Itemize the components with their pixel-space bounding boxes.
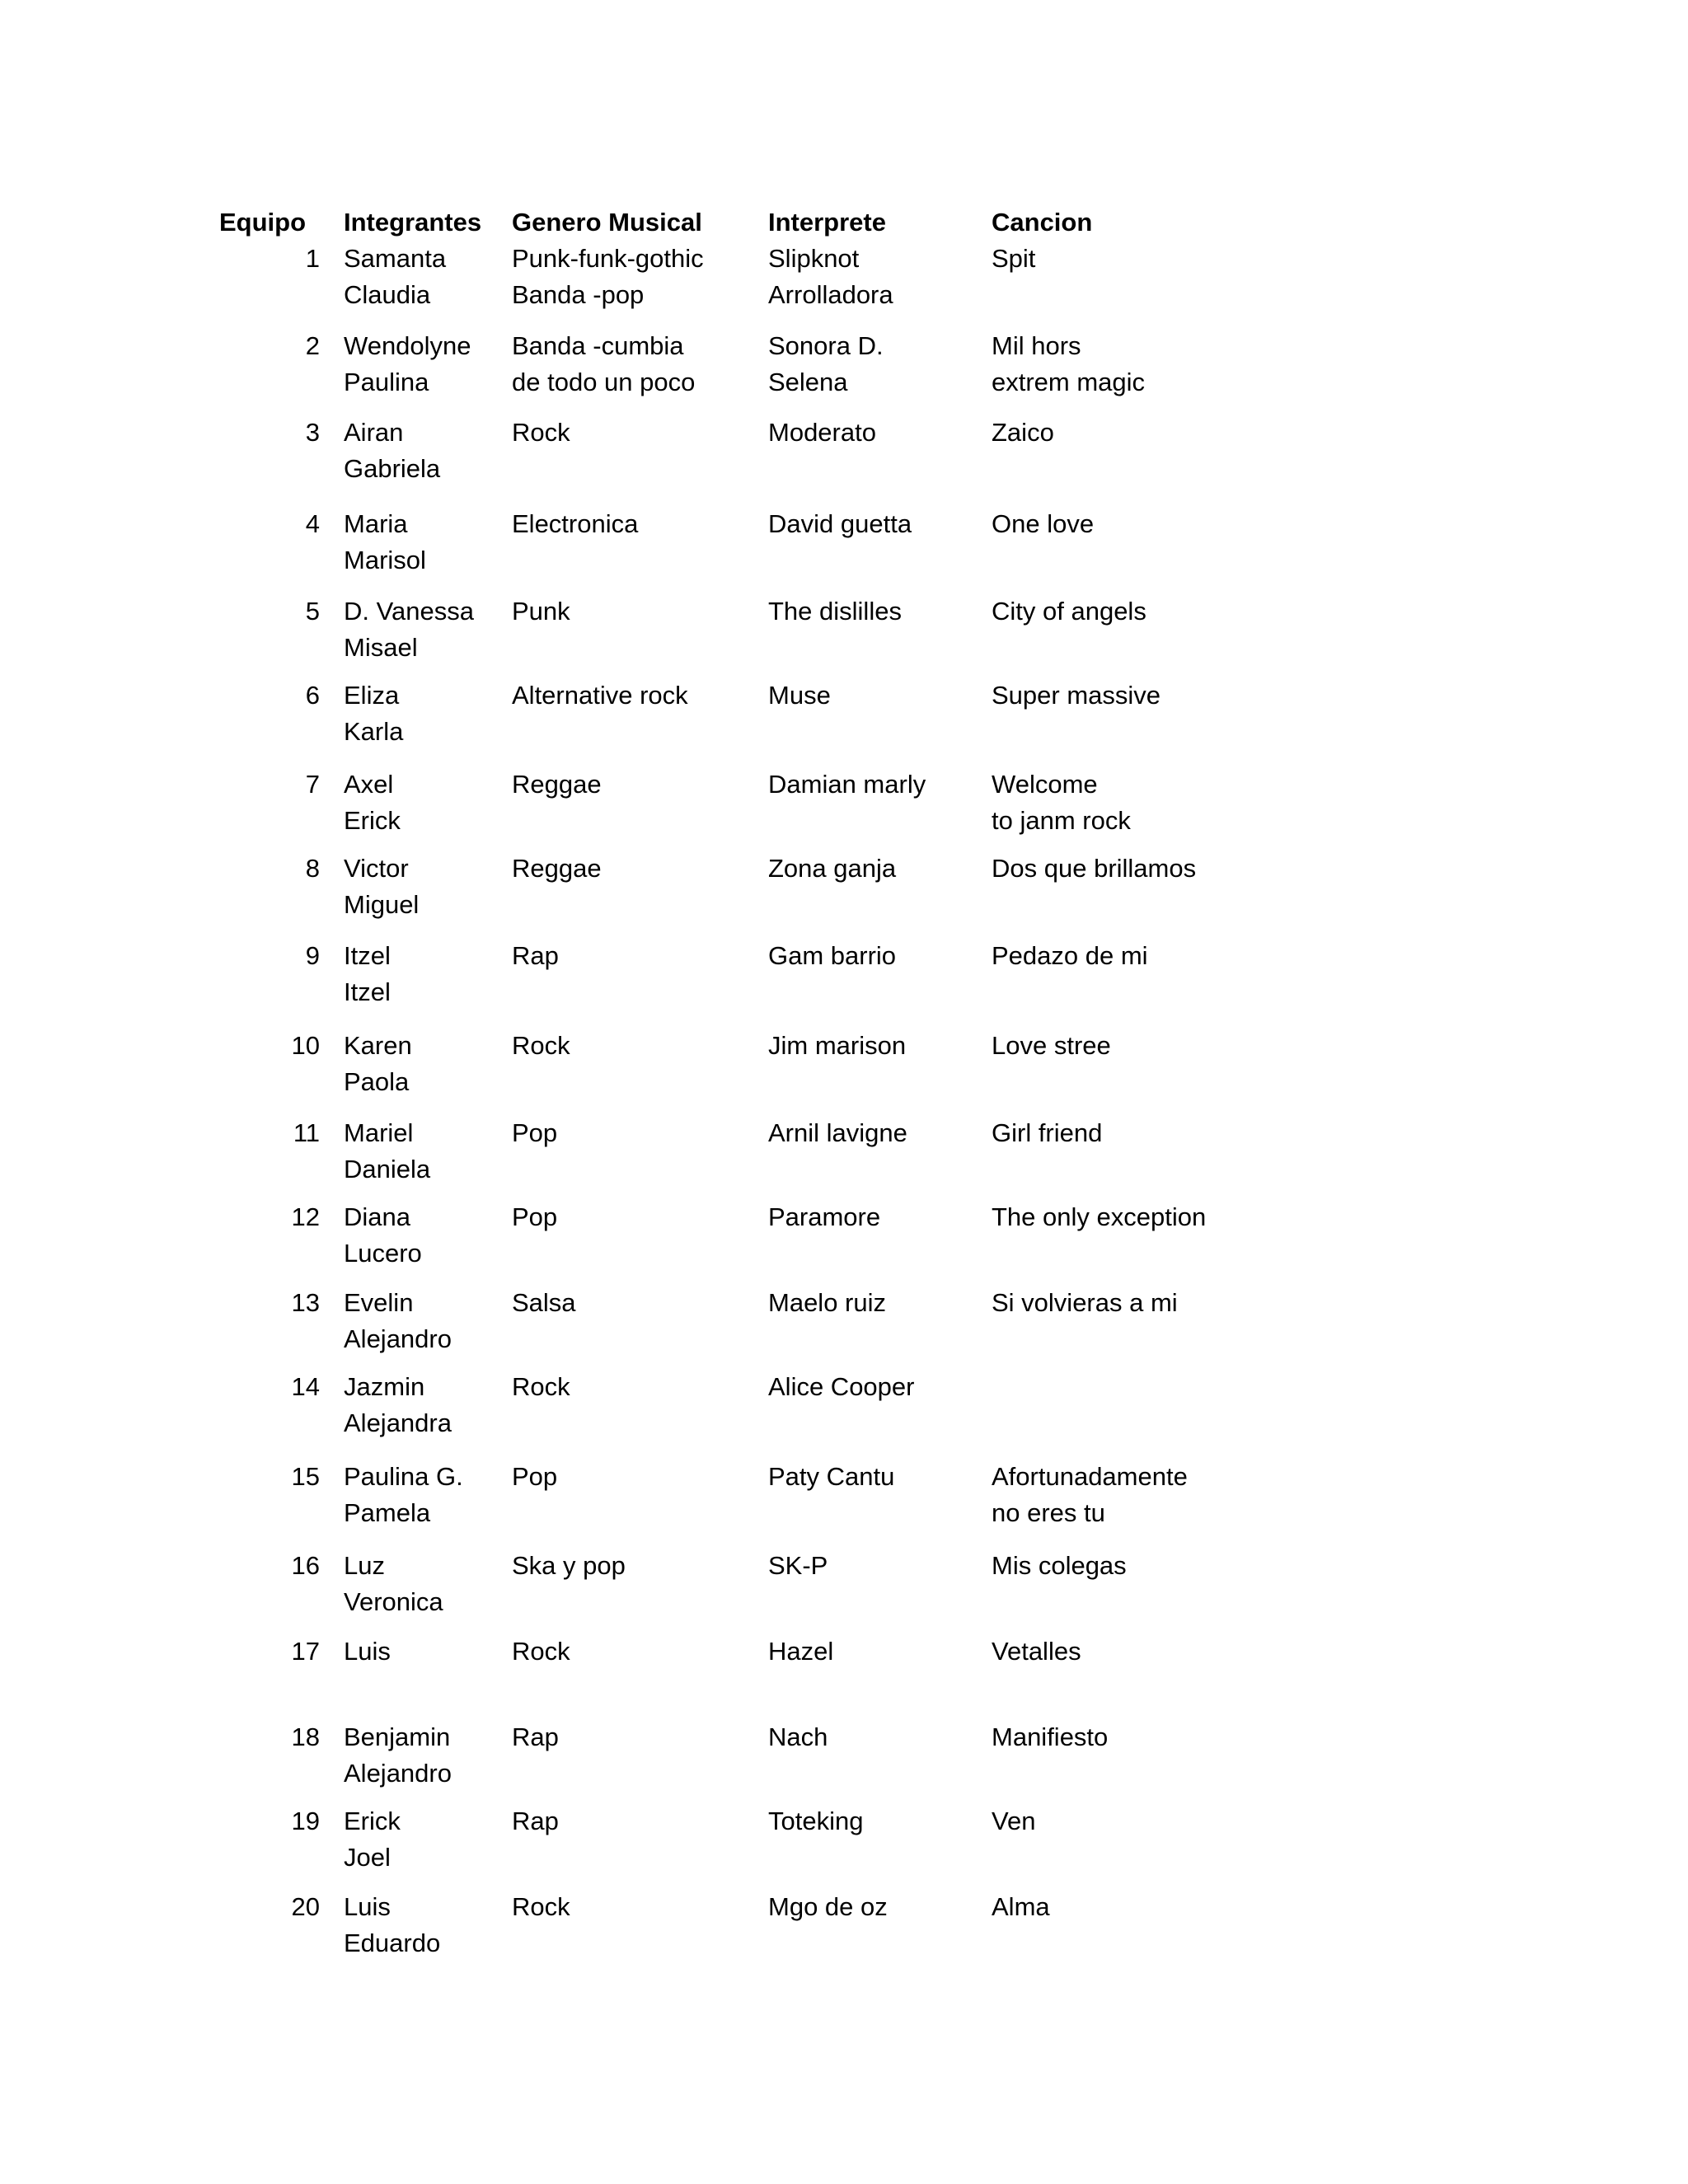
cell-equipo: 1	[305, 244, 320, 273]
cell-cancion-line: Mis colegas	[992, 1551, 1127, 1580]
cell-cancion-line: Pedazo de mi	[992, 941, 1148, 970]
cell-cancion-line: no eres tu	[992, 1498, 1105, 1527]
cell-interprete	[768, 1115, 907, 1151]
cell-integrantes	[344, 593, 474, 666]
cell-cancion	[992, 1028, 1111, 1064]
cell-genero-musical	[512, 1369, 570, 1405]
cell-interprete-line: Damian marly	[768, 770, 926, 799]
cell-cancion	[992, 328, 1145, 401]
cell-integrantes	[344, 1028, 412, 1100]
cell-interprete-line: Gam barrio	[768, 941, 897, 970]
cell-integrantes	[344, 1285, 452, 1357]
cell-integrantes-line: Maria	[344, 509, 408, 538]
cell-genero-musical	[512, 506, 638, 542]
cell-cancion-line: Manifiesto	[992, 1722, 1109, 1751]
cell-genero-musical	[512, 328, 695, 401]
cell-cancion	[992, 766, 1131, 839]
cell-integrantes-line: Miguel	[344, 890, 420, 919]
cell-integrantes-line: Alejandra	[344, 1408, 452, 1437]
cell-integrantes-line: Lucero	[344, 1239, 422, 1268]
cell-equipo: 4	[305, 509, 320, 538]
cell-interprete-line: Nach	[768, 1722, 828, 1751]
cell-genero-musical-line: Rock	[512, 1031, 570, 1060]
cell-genero-musical-line: Alternative rock	[512, 681, 688, 710]
cell-integrantes	[344, 1719, 452, 1792]
cell-integrantes-line: Joel	[344, 1843, 391, 1872]
cell-integrantes-line: Paulina G.	[344, 1462, 463, 1491]
cell-interprete	[768, 938, 896, 974]
cell-interprete-line: Jim marison	[768, 1031, 907, 1060]
cell-cancion	[992, 677, 1160, 714]
cell-equipo: 17	[291, 1637, 320, 1666]
cell-equipo: 14	[291, 1372, 320, 1401]
cell-cancion	[992, 506, 1094, 542]
cell-equipo: 2	[305, 331, 320, 360]
cell-cancion-line: Zaico	[992, 418, 1054, 447]
cell-genero-musical	[512, 1199, 557, 1235]
cell-integrantes-line: Alejandro	[344, 1324, 452, 1353]
cell-integrantes	[344, 1199, 422, 1272]
cell-interprete-line: Paty Cantu	[768, 1462, 895, 1491]
cell-interprete-line: Alice Cooper	[768, 1372, 915, 1401]
cell-equipo: 15	[291, 1462, 320, 1491]
cell-integrantes-line: Wendolyne	[344, 331, 471, 360]
cell-interprete	[768, 1028, 906, 1064]
cell-integrantes	[344, 1115, 430, 1188]
cell-integrantes-line: Pamela	[344, 1498, 431, 1527]
cell-interprete	[768, 593, 902, 630]
cell-cancion	[992, 1719, 1108, 1755]
cell-integrantes	[344, 328, 471, 401]
cell-interprete	[768, 241, 893, 313]
cell-integrantes	[344, 766, 401, 839]
cell-cancion-line: extrem magic	[992, 368, 1146, 396]
cell-cancion-line: Si volvieras a mi	[992, 1288, 1178, 1317]
cell-cancion-line: to janm rock	[992, 806, 1131, 835]
cell-integrantes-line: Erick	[344, 806, 401, 835]
cell-interprete-line: Arrolladora	[768, 280, 893, 309]
cell-cancion	[992, 851, 1196, 887]
cell-integrantes-line: Eliza	[344, 681, 400, 710]
cell-equipo: 6	[305, 681, 320, 710]
cell-genero-musical-line: Pop	[512, 1118, 558, 1147]
cell-genero-musical-line: Rap	[512, 1807, 559, 1835]
cell-integrantes	[344, 1889, 440, 1961]
cell-cancion	[992, 1459, 1188, 1531]
cell-integrantes-line: Luz	[344, 1551, 385, 1580]
cell-interprete	[768, 506, 912, 542]
cell-equipo: 3	[305, 418, 320, 447]
cell-genero-musical-line: Punk-funk-gothic	[512, 244, 704, 273]
cell-genero-musical-line: Reggae	[512, 854, 602, 883]
cell-cancion	[992, 1889, 1050, 1925]
cell-equipo: 13	[291, 1288, 320, 1317]
cell-equipo: 9	[305, 941, 320, 970]
cell-equipo: 16	[291, 1551, 320, 1580]
header-cancion: Cancion	[992, 208, 1093, 237]
cell-interprete-line: Maelo ruiz	[768, 1288, 886, 1317]
cell-genero-musical	[512, 1115, 557, 1151]
cell-integrantes-line: Itzel	[344, 941, 391, 970]
cell-cancion-line: Afortunadamente	[992, 1462, 1188, 1491]
header-integrantes: Integrantes	[344, 208, 482, 237]
cell-integrantes	[344, 1459, 463, 1531]
cell-integrantes-line: Samanta	[344, 244, 447, 273]
cell-equipo: 11	[293, 1118, 320, 1147]
cell-integrantes-line: Diana	[344, 1202, 410, 1231]
cell-integrantes-line: Axel	[344, 770, 394, 799]
cell-interprete	[768, 328, 884, 401]
cell-interprete-line: Arnil lavigne	[768, 1118, 907, 1147]
cell-interprete	[768, 1369, 914, 1405]
cell-integrantes-line: Paulina	[344, 368, 429, 396]
cell-interprete	[768, 1285, 886, 1321]
header-genero-musical: Genero Musical	[512, 208, 702, 237]
cell-integrantes	[344, 415, 440, 487]
cell-genero-musical-line: Pop	[512, 1202, 558, 1231]
cell-equipo: 7	[305, 770, 320, 799]
cell-genero-musical-line: Rock	[512, 1892, 570, 1921]
cell-genero-musical	[512, 1889, 570, 1925]
cell-integrantes-line: Mariel	[344, 1118, 414, 1147]
cell-integrantes-line: Jazmin	[344, 1372, 425, 1401]
cell-cancion-line: Mil hors	[992, 331, 1081, 360]
cell-cancion-line: Love stree	[992, 1031, 1111, 1060]
cell-genero-musical-line: Punk	[512, 597, 570, 626]
cell-genero-musical	[512, 766, 602, 803]
cell-genero-musical-line: Rap	[512, 1722, 559, 1751]
cell-equipo: 8	[305, 854, 320, 883]
cell-interprete-line: Moderato	[768, 418, 876, 447]
cell-integrantes	[344, 1633, 391, 1670]
cell-integrantes	[344, 241, 446, 313]
cell-genero-musical	[512, 593, 570, 630]
cell-genero-musical-line: Banda -cumbia	[512, 331, 684, 360]
cell-integrantes-line: Marisol	[344, 546, 426, 574]
cell-integrantes-line: Karen	[344, 1031, 412, 1060]
cell-integrantes-line: Eduardo	[344, 1929, 441, 1957]
cell-cancion	[992, 1115, 1102, 1151]
cell-cancion	[992, 1633, 1081, 1670]
cell-cancion	[992, 1199, 1206, 1235]
cell-cancion-line: Girl friend	[992, 1118, 1103, 1147]
cell-genero-musical	[512, 241, 704, 313]
cell-integrantes-line: Claudia	[344, 280, 431, 309]
cell-cancion-line: One love	[992, 509, 1095, 538]
cell-interprete	[768, 1803, 863, 1840]
cell-genero-musical-line: Electronica	[512, 509, 639, 538]
cell-genero-musical	[512, 1028, 570, 1064]
cell-integrantes-line: Erick	[344, 1807, 401, 1835]
cell-cancion	[992, 1548, 1127, 1584]
cell-cancion-line: Spit	[992, 244, 1036, 273]
cell-interprete	[768, 1459, 894, 1495]
cell-integrantes-line: Benjamin	[344, 1722, 451, 1751]
cell-cancion-line: Welcome	[992, 770, 1098, 799]
cell-interprete	[768, 851, 896, 887]
cell-integrantes-line: D. Vanessa	[344, 597, 474, 626]
cell-cancion	[992, 593, 1146, 630]
cell-cancion-line: The only exception	[992, 1202, 1207, 1231]
cell-cancion-line: Alma	[992, 1892, 1050, 1921]
cell-integrantes-line: Victor	[344, 854, 409, 883]
cell-equipo: 5	[305, 597, 320, 626]
cell-genero-musical-line: Rock	[512, 418, 570, 447]
cell-genero-musical-line: Salsa	[512, 1288, 576, 1317]
cell-cancion-line: Ven	[992, 1807, 1036, 1835]
cell-equipo: 19	[291, 1807, 320, 1835]
cell-cancion-line: Dos que brillamos	[992, 854, 1197, 883]
cell-cancion-line: City of angels	[992, 597, 1146, 626]
cell-genero-musical-line: Pop	[512, 1462, 558, 1491]
cell-interprete-line: David guetta	[768, 509, 912, 538]
cell-integrantes	[344, 677, 403, 750]
cell-interprete	[768, 1633, 833, 1670]
cell-genero-musical-line: Rock	[512, 1637, 570, 1666]
cell-integrantes-line: Veronica	[344, 1587, 443, 1616]
cell-cancion-line: Super massive	[992, 681, 1161, 710]
cell-interprete	[768, 1889, 888, 1925]
cell-integrantes-line: Paola	[344, 1067, 410, 1096]
cell-interprete-line: Hazel	[768, 1637, 834, 1666]
cell-interprete-line: Mgo de oz	[768, 1892, 888, 1921]
cell-integrantes-line: Karla	[344, 717, 404, 746]
cell-equipo: 18	[291, 1722, 320, 1751]
cell-interprete	[768, 415, 876, 451]
cell-interprete-line: Paramore	[768, 1202, 881, 1231]
cell-integrantes-line: Luis	[344, 1892, 391, 1921]
cell-integrantes-line: Airan	[344, 418, 404, 447]
cell-interprete-line: Muse	[768, 681, 831, 710]
cell-cancion	[992, 1803, 1035, 1840]
cell-genero-musical-line: Reggae	[512, 770, 602, 799]
cell-integrantes	[344, 506, 426, 579]
cell-cancion	[992, 241, 1035, 277]
cell-genero-musical	[512, 415, 570, 451]
cell-interprete	[768, 677, 831, 714]
cell-genero-musical-line: Rap	[512, 941, 559, 970]
cell-genero-musical	[512, 1803, 559, 1840]
cell-cancion-line: Vetalles	[992, 1637, 1081, 1666]
cell-genero-musical	[512, 1548, 626, 1584]
cell-interprete	[768, 766, 926, 803]
header-equipo: Equipo	[219, 208, 307, 237]
cell-genero-musical	[512, 1459, 557, 1495]
cell-integrantes	[344, 938, 391, 1010]
cell-genero-musical	[512, 1633, 570, 1670]
cell-interprete	[768, 1548, 828, 1584]
cell-cancion	[992, 938, 1148, 974]
cell-genero-musical	[512, 851, 602, 887]
cell-integrantes	[344, 1369, 452, 1441]
cell-integrantes-line: Gabriela	[344, 454, 441, 483]
cell-interprete-line: Toteking	[768, 1807, 864, 1835]
cell-genero-musical-line: Rock	[512, 1372, 570, 1401]
cell-integrantes	[344, 1548, 443, 1620]
cell-equipo: 10	[291, 1031, 320, 1060]
cell-interprete	[768, 1199, 880, 1235]
cell-integrantes	[344, 1803, 401, 1876]
cell-cancion	[992, 1285, 1178, 1321]
cell-cancion	[992, 415, 1054, 451]
cell-interprete-line: Selena	[768, 368, 848, 396]
cell-genero-musical-line: de todo un poco	[512, 368, 696, 396]
cell-interprete-line: The dislilles	[768, 597, 902, 626]
cell-integrantes-line: Luis	[344, 1637, 391, 1666]
cell-equipo: 12	[291, 1202, 320, 1231]
cell-genero-musical	[512, 1719, 559, 1755]
cell-genero-musical	[512, 938, 559, 974]
cell-integrantes-line: Evelin	[344, 1288, 414, 1317]
cell-integrantes	[344, 851, 419, 923]
cell-genero-musical-line: Banda -pop	[512, 280, 645, 309]
cell-genero-musical	[512, 1285, 576, 1321]
cell-integrantes-line: Daniela	[344, 1155, 431, 1183]
cell-interprete	[768, 1719, 828, 1755]
cell-interprete-line: Slipknot	[768, 244, 860, 273]
cell-equipo: 20	[291, 1892, 320, 1921]
cell-integrantes-line: Itzel	[344, 977, 391, 1006]
cell-interprete-line: Zona ganja	[768, 854, 897, 883]
cell-genero-musical	[512, 677, 688, 714]
cell-integrantes-line: Misael	[344, 633, 418, 662]
cell-integrantes-line: Alejandro	[344, 1759, 452, 1788]
cell-interprete-line: SK-P	[768, 1551, 828, 1580]
cell-genero-musical-line: Ska y pop	[512, 1551, 626, 1580]
cell-interprete-line: Sonora D.	[768, 331, 884, 360]
header-interprete: Interprete	[768, 208, 886, 237]
